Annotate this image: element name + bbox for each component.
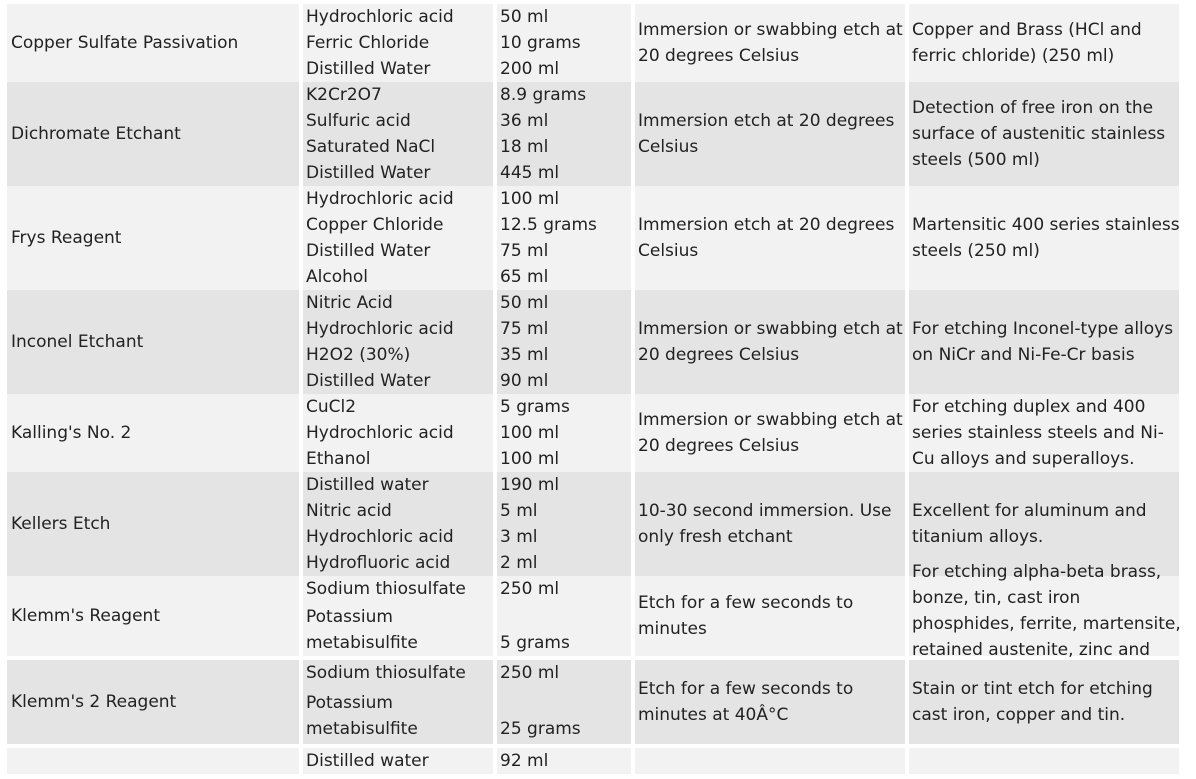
ingredient: metabisulfite	[306, 633, 418, 653]
method-line: 20 degrees Celsius	[638, 46, 800, 66]
etchant-name-cell	[7, 290, 299, 394]
amount	[500, 604, 631, 630]
ingredient: metabisulfite	[306, 719, 418, 739]
ingredients-cell	[303, 748, 493, 774]
method-line: only fresh etchant	[638, 527, 793, 547]
method-cell	[635, 394, 905, 472]
table-row	[7, 472, 1187, 572]
ingredient: Sulfuric acid	[306, 111, 411, 131]
table-row	[7, 660, 1187, 744]
etchant-name-cell	[7, 394, 299, 472]
ingredient: Alcohol	[306, 267, 368, 287]
ingredient: Distilled Water	[306, 163, 431, 183]
method-cell	[635, 472, 905, 576]
etchant-name-cell	[7, 472, 299, 576]
amount: 100 ml	[500, 449, 560, 469]
amounts-cell	[497, 472, 631, 576]
amount: 5 grams	[500, 633, 570, 653]
amount: 50 ml	[500, 7, 549, 27]
table-row	[7, 4, 1187, 78]
use-line: surface of austenitic stainless	[912, 124, 1166, 144]
amount: 75 ml	[500, 241, 549, 261]
amount: 36 ml	[500, 111, 549, 131]
etchant-name-cell	[7, 82, 299, 186]
method-cell	[635, 576, 905, 656]
method-line: Immersion etch at 20 degrees	[638, 111, 895, 131]
method-line: Immersion or swabbing etch at	[638, 20, 903, 40]
ingredients-cell	[303, 4, 493, 82]
method-line: minutes at 40Â°C	[638, 705, 789, 725]
amounts-cell	[497, 82, 631, 186]
amounts-cell	[497, 748, 631, 774]
etchant-name-cell	[7, 186, 299, 290]
ingredient: Copper Chloride	[306, 215, 444, 235]
ingredient: K2Cr2O7	[306, 85, 382, 105]
method-line: minutes	[638, 619, 707, 639]
method-cell	[635, 82, 905, 186]
amount	[500, 690, 631, 716]
etchant-name-cell	[7, 660, 299, 744]
amount: 10 grams	[500, 33, 581, 53]
use-cell	[909, 394, 1179, 472]
amounts-cell	[497, 186, 631, 290]
use-line: Detection of free iron on the	[912, 98, 1154, 118]
ingredients-cell	[303, 394, 493, 472]
use-line: titanium alloys.	[912, 527, 1044, 547]
use-cell	[909, 186, 1179, 290]
etchant-name-cell	[7, 748, 299, 774]
amount: 100 ml	[500, 423, 560, 443]
ingredient: Distilled water	[306, 751, 429, 771]
ingredients-cell	[303, 472, 493, 576]
use-cell	[909, 82, 1179, 186]
use-cell	[909, 562, 1181, 660]
etchant-name-cell	[7, 4, 299, 82]
method-cell	[635, 4, 905, 82]
amount: 250 ml	[500, 579, 560, 599]
ingredient: CuCl2	[306, 397, 357, 417]
ingredient: Sodium thiosulfate	[306, 579, 466, 599]
table-row	[7, 82, 1187, 182]
amounts-cell	[497, 4, 631, 82]
use-line: Stain or tint etch for etching	[912, 679, 1153, 699]
amount: 445 ml	[500, 163, 560, 183]
ingredient: Sodium thiosulfate	[306, 663, 466, 683]
ingredients-cell	[303, 186, 493, 290]
ingredient: Potassium	[306, 607, 393, 627]
amounts-cell	[497, 576, 631, 656]
table-row	[7, 748, 1187, 774]
use-line: ferric chloride) (250 ml)	[912, 46, 1115, 66]
ingredients-cell	[303, 290, 493, 394]
amount: 50 ml	[500, 293, 549, 313]
method-line: Etch for a few seconds to	[638, 593, 854, 613]
use-line: Copper and Brass (HCl and	[912, 20, 1142, 40]
method-cell	[635, 186, 905, 290]
use-cell	[909, 748, 1179, 774]
etchant-table	[7, 4, 1187, 778]
ingredient: Hydrochloric acid	[306, 423, 454, 443]
ingredient: Hydrochloric acid	[306, 189, 454, 209]
ingredient: Ferric Chloride	[306, 33, 430, 53]
use-line: on NiCr and Ni-Fe-Cr basis	[912, 345, 1135, 365]
amounts-cell	[497, 660, 631, 744]
use-line: Excellent for aluminum and	[912, 501, 1147, 521]
use-line: steels (500 ml)	[912, 150, 1040, 170]
amounts-cell	[497, 394, 631, 472]
ingredient: Saturated NaCl	[306, 137, 436, 157]
method-cell	[635, 290, 905, 394]
ingredient: Hydrochloric acid	[306, 7, 454, 27]
amount: 190 ml	[500, 475, 560, 495]
ingredient: H2O2 (30%)	[306, 345, 411, 365]
ingredients-cell	[303, 576, 493, 656]
amount: 18 ml	[500, 137, 549, 157]
amount: 25 grams	[500, 719, 581, 739]
use-text-clipped	[912, 559, 1179, 663]
use-line: steels (250 ml)	[912, 241, 1040, 261]
use-line: For etching duplex and 400	[912, 397, 1146, 417]
ingredient: Distilled Water	[306, 241, 431, 261]
method-line: Celsius	[638, 137, 699, 157]
use-line: For etching alpha-beta brass,	[912, 562, 1162, 582]
use-line: retained austenite, zinc and	[912, 640, 1151, 660]
use-line: cast iron, copper and tin.	[912, 705, 1126, 725]
etchant-name: Kalling's No. 2	[11, 423, 132, 443]
etchant-name: Dichromate Etchant	[11, 124, 181, 144]
ingredients-cell	[303, 82, 493, 186]
ingredient: Potassium	[306, 693, 393, 713]
method-line: 20 degrees Celsius	[638, 436, 800, 456]
use-line: For etching Inconel-type alloys	[912, 319, 1174, 339]
use-cell	[909, 4, 1179, 82]
amount: 100 ml	[500, 189, 560, 209]
amount: 90 ml	[500, 371, 549, 391]
amount: 5 grams	[500, 397, 570, 417]
method-line: Immersion etch at 20 degrees	[638, 215, 895, 235]
etchant-name: Kellers Etch	[11, 514, 111, 534]
ingredient: Hydrochloric acid	[306, 527, 454, 547]
ingredient: Distilled Water	[306, 371, 431, 391]
ingredient: Distilled Water	[306, 59, 431, 79]
method-line: Etch for a few seconds to	[638, 679, 854, 699]
ingredient: Ethanol	[306, 449, 371, 469]
amount: 75 ml	[500, 319, 549, 339]
amount: 12.5 grams	[500, 215, 597, 235]
etchant-name: Copper Sulfate Passivation	[11, 33, 239, 53]
amount: 200 ml	[500, 59, 560, 79]
method-line: 20 degrees Celsius	[638, 345, 800, 365]
ingredient: Nitric Acid	[306, 293, 393, 313]
method-line: Celsius	[638, 241, 699, 261]
method-line: Immersion or swabbing etch at	[638, 319, 903, 339]
etchant-name-cell	[7, 576, 299, 656]
method-cell	[635, 748, 905, 774]
amount: 8.9 grams	[500, 85, 587, 105]
table-row	[7, 394, 1187, 468]
ingredient: Distilled water	[306, 475, 429, 495]
use-line: series stainless steels and Ni-	[912, 423, 1164, 443]
table-row	[7, 290, 1187, 390]
ingredients-cell	[303, 660, 493, 744]
ingredient: Nitric acid	[306, 501, 392, 521]
amount: 5 ml	[500, 501, 538, 521]
amount: 2 ml	[500, 553, 538, 573]
use-cell	[909, 290, 1179, 394]
method-line: 10-30 second immersion. Use	[638, 501, 892, 521]
etchant-name: Klemm's 2 Reagent	[11, 692, 177, 712]
amounts-cell	[497, 290, 631, 394]
amount: 92 ml	[500, 751, 549, 771]
ingredient: Hydrochloric acid	[306, 319, 454, 339]
use-line: phosphides, ferrite, martensite,	[912, 614, 1181, 634]
use-cell	[909, 660, 1179, 744]
use-line: Martensitic 400 series stainless	[912, 215, 1180, 235]
table-row	[7, 186, 1187, 286]
ingredient: Hydrofluoric acid	[306, 553, 451, 573]
amount: 3 ml	[500, 527, 538, 547]
use-line: bonze, tin, cast iron	[912, 588, 1081, 608]
etchant-name: Inconel Etchant	[11, 332, 144, 352]
amount: 250 ml	[500, 663, 560, 683]
method-line: Immersion or swabbing etch at	[638, 410, 903, 430]
amount: 65 ml	[500, 267, 549, 287]
etchant-name: Frys Reagent	[11, 228, 122, 248]
amount: 35 ml	[500, 345, 549, 365]
etchant-name: Klemm's Reagent	[11, 606, 160, 626]
use-line: Cu alloys and superalloys.	[912, 449, 1135, 469]
method-cell	[635, 660, 905, 744]
